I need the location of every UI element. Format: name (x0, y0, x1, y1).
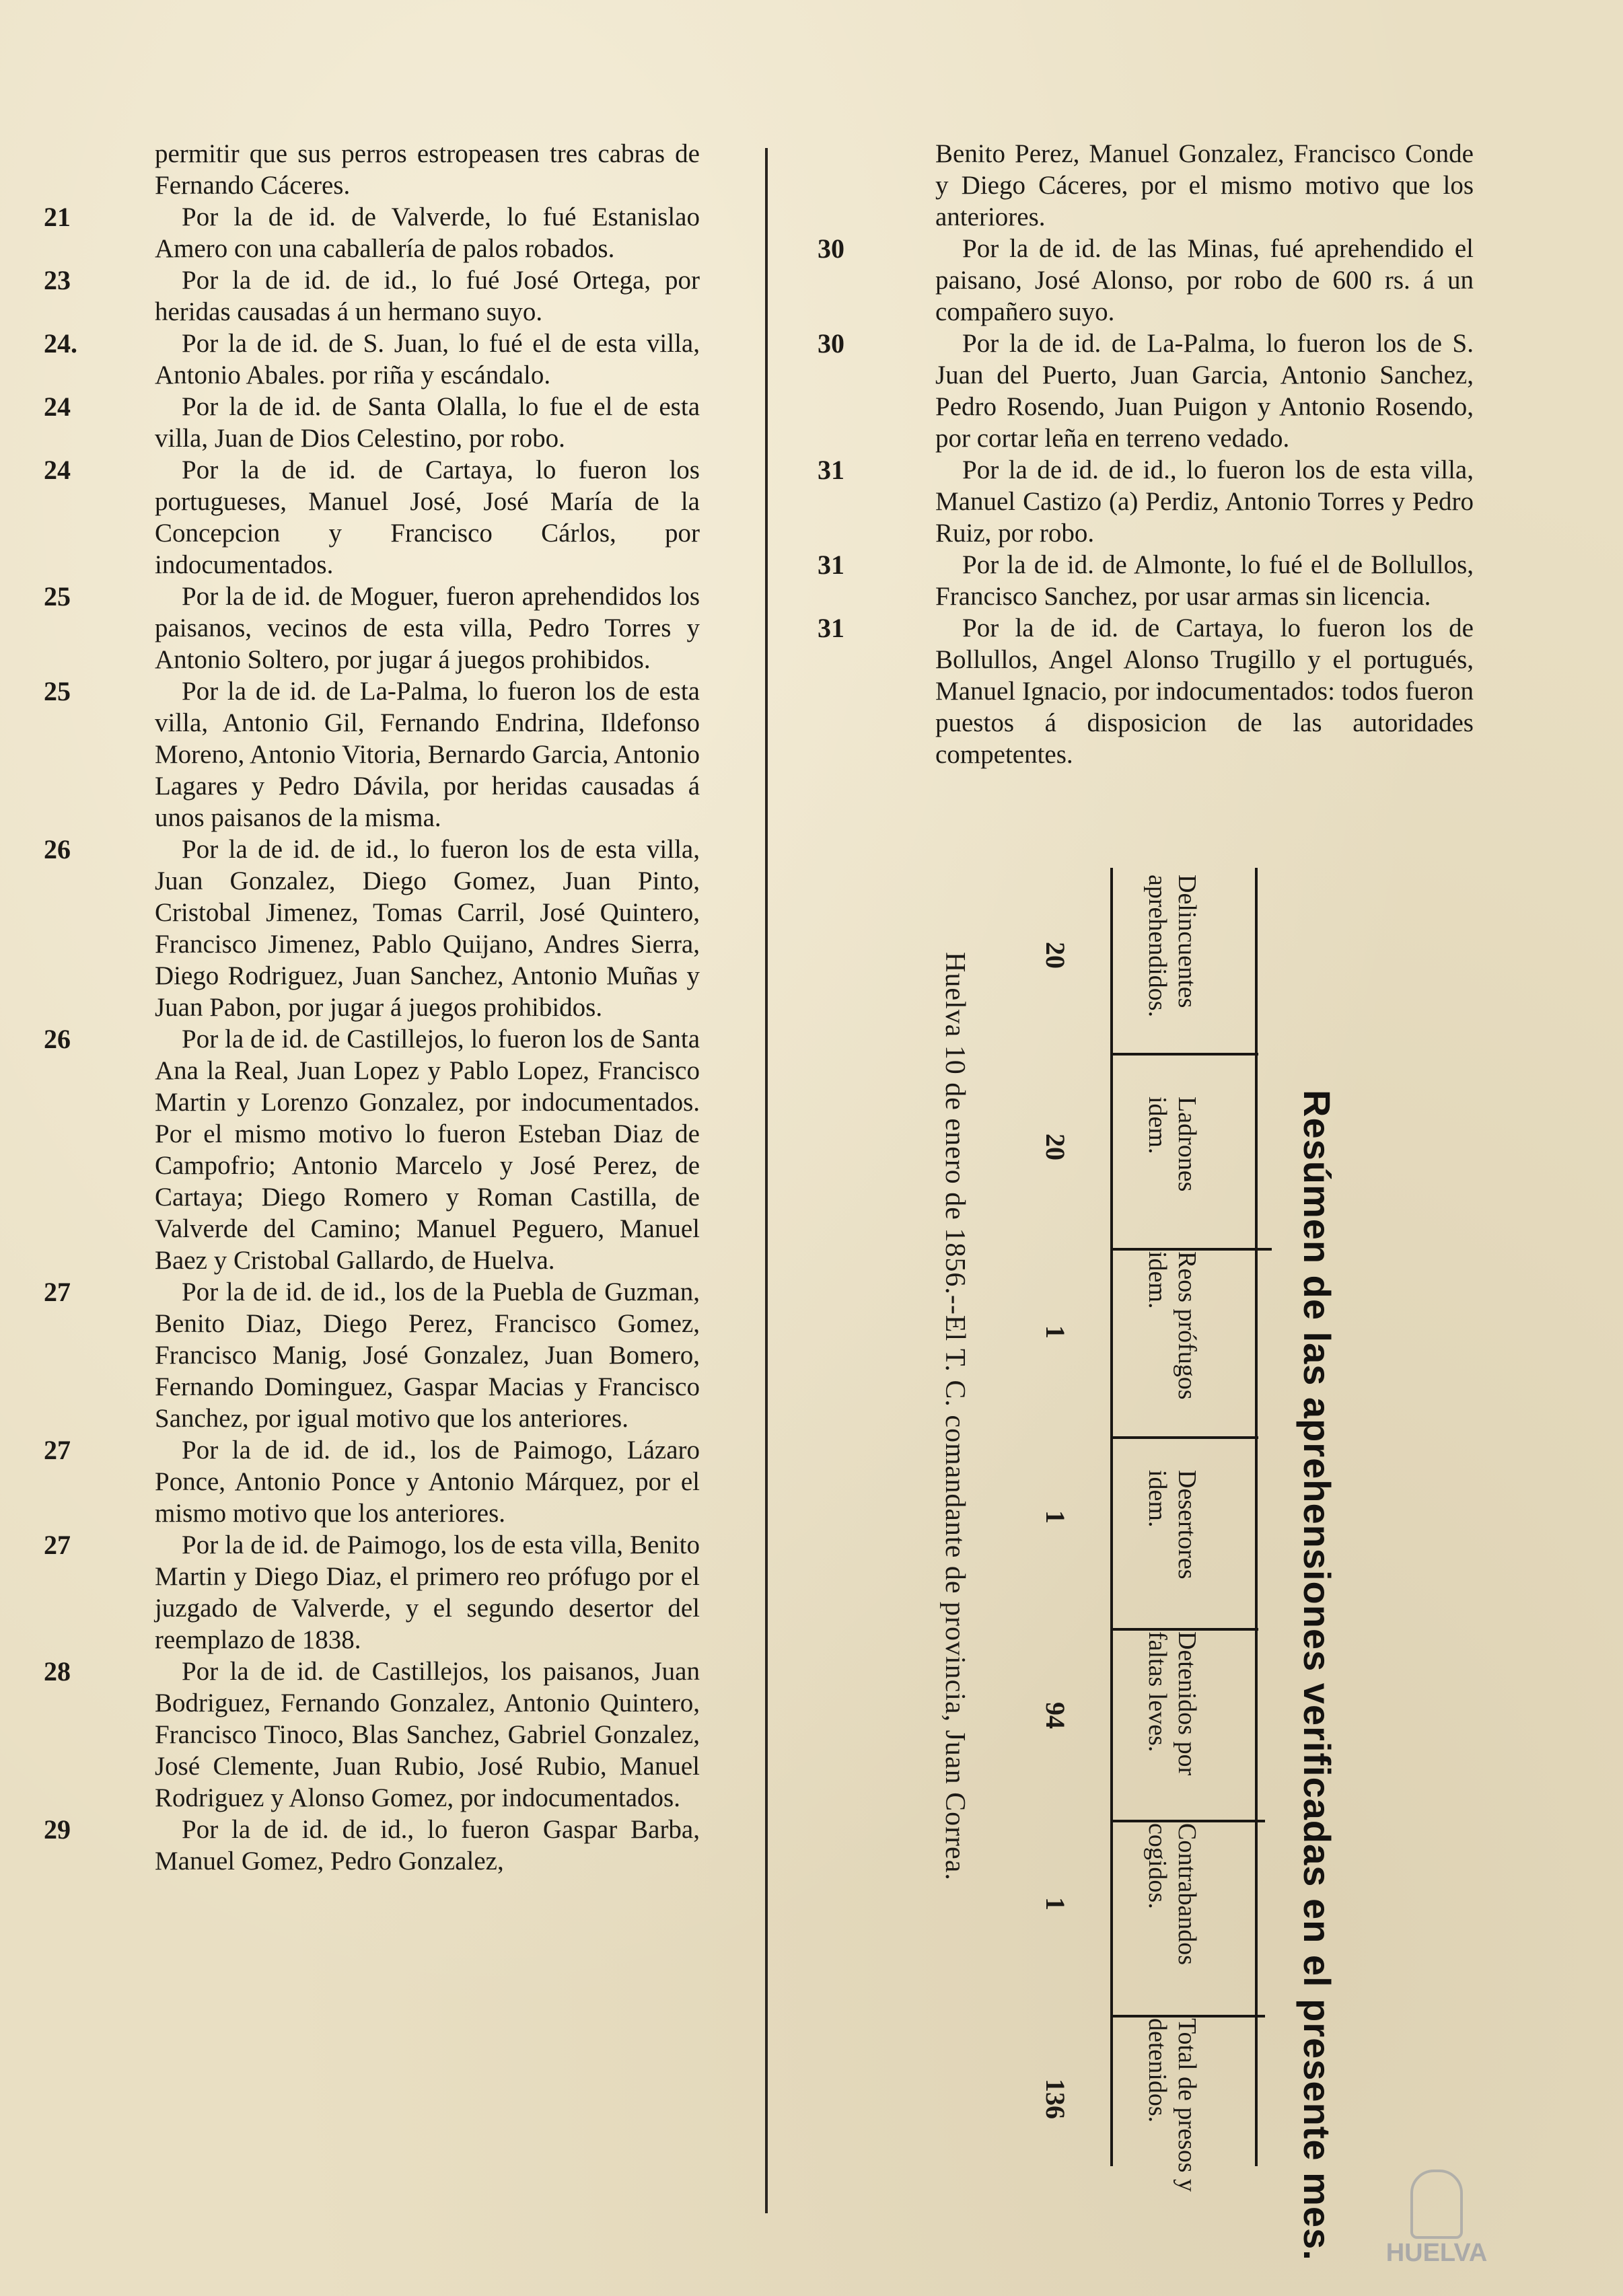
summary-header: Desertores idem. (1143, 1470, 1201, 1580)
entry (44, 1434, 700, 1529)
entry (44, 1023, 700, 1276)
entry-day: 31 (818, 550, 844, 580)
entry (44, 675, 700, 834)
entry (44, 1656, 700, 1814)
summary-value: 20 (1040, 1134, 1071, 1160)
entry (74, 138, 700, 201)
watermark-text: HUELVA (1385, 2239, 1488, 2267)
entry (855, 138, 1474, 233)
entry-day: 27 (44, 1435, 71, 1465)
summary-value: 1 (1040, 1325, 1071, 1339)
table-rule (1110, 1436, 1258, 1439)
entry-day: 30 (818, 233, 844, 264)
entry-text: Por la de id. de Castillejos, los paisanos, Juan Bodriguez, Fernando Gonzalez, Antonio Quintero, Francisco Tinoco, Blas Sanchez, Gabriel Gonzalez, José Clemente, Juan Rubio, José Rubio, Manuel Rodriguez y Alonso Gomez, por indocumentados. (155, 1657, 700, 1812)
summary-value: 1 (1040, 1897, 1071, 1911)
summary-header: Reos prófugos idem. (1143, 1251, 1201, 1400)
entry-day: 23 (44, 265, 71, 295)
entry (44, 391, 700, 454)
entry-day: 28 (44, 1656, 71, 1687)
summary-title: Resúmen de las aprehensiones verificadas en el presente mes. (1296, 1090, 1338, 2261)
entry-day: 26 (44, 1024, 71, 1054)
entry (44, 581, 700, 675)
table-rule (1110, 2015, 1265, 2017)
summary-value: 94 (1040, 1702, 1071, 1729)
entry (44, 201, 700, 264)
table-rule (1110, 1628, 1258, 1631)
entry-text: Por la de id. de id., lo fué José Ortega, por heridas causadas á un hermano suyo. (155, 266, 700, 326)
entry (44, 834, 700, 1023)
summary-value: 1 (1040, 1510, 1071, 1524)
entry-day: 31 (818, 613, 844, 643)
table-rule (1110, 1053, 1258, 1056)
entry-text: Por la de id. de id., lo fueron Gaspar Barba, Manuel Gomez, Pedro Gonzalez, (155, 1815, 700, 1876)
summary-header: Delincuentes aprehendidos. (1143, 875, 1201, 1018)
summary-header: Total de presos y detenidos. (1143, 2018, 1201, 2192)
entry-text: Por la de id. de id., los de la Puebla de Guzman, Benito Diaz, Diego Perez, Francisco Gomez, Francisco Manig, José Gonzalez, Juan Bomero, Fernando Dominguez, Gaspar Macias y Francisco Sanchez, por igual motivo que los anteriores. (155, 1277, 700, 1433)
entry (44, 1529, 700, 1656)
entry-day: 25 (44, 581, 71, 612)
entry-day: 24 (44, 455, 71, 485)
entry-text: Por la de id. de las Minas, fué aprehendido el paisano, José Alonso, por robo de 600 rs. á un compañero suyo. (935, 234, 1474, 326)
entry (44, 1276, 700, 1434)
table-rule (1110, 868, 1113, 2166)
entry (818, 233, 1474, 328)
table-rule (1110, 1820, 1265, 1822)
entry-day: 27 (44, 1277, 71, 1307)
entry-text: Por la de id. de id., lo fueron los de esta villa, Juan Gonzalez, Diego Gomez, Juan Pinto, Cristobal Jimenez, Tomas Carril, José Quintero, Francisco Jimenez, Pablo Quijano, Andres Sierra, Diego Rodriguez, Juan Sanchez, Antonio Muñas y Juan Pabon, por jugar á juegos prohibidos. (155, 835, 700, 1022)
entry-text: Por la de id. de S. Juan, lo fué el de esta villa, Antonio Abales. por riña y escándalo. (155, 329, 700, 390)
entry-day: 31 (818, 455, 844, 485)
entry (818, 549, 1474, 612)
entry (44, 328, 700, 391)
entry-text: Por la de id. de La-Palma, lo fueron los de S. Juan del Puerto, Juan Garcia, Antonio Sanchez, Pedro Rosendo, Juan Puigon y Antonio Rosendo, por cortar leña en terreno vedado. (935, 329, 1474, 453)
entry (44, 264, 700, 328)
table-rule (1255, 868, 1258, 2166)
entry-text: Por la de id. de Almonte, lo fué el de Bollullos, Francisco Sanchez, por usar armas sin licencia. (935, 550, 1474, 611)
entry (44, 454, 700, 581)
entry-text: Por la de id. de Valverde, lo fué Estanislao Amero con una caballería de palos robados. (155, 202, 700, 263)
right-column (818, 138, 1474, 770)
entry (818, 328, 1474, 454)
column-divider (765, 148, 768, 2213)
entry-text: permitir que sus perros estropeasen tres cabras de Fernando Cáceres. (155, 139, 700, 200)
summary-value: 136 (1040, 2079, 1071, 2119)
entry-text: Por la de id. de id., los de Paimogo, Lázaro Ponce, Antonio Ponce y Antonio Márquez, por el mismo motivo que los anteriores. (155, 1436, 700, 1528)
entry (44, 1814, 700, 1877)
entry-text: Por la de id. de Paimogo, los de esta villa, Benito Martin y Diego Diaz, el primero reo prófugo por el juzgado de Valverde, y el segundo desertor del reemplazo de 1838. (155, 1530, 700, 1654)
left-column (44, 138, 700, 1877)
entry-day: 25 (44, 676, 71, 706)
summary-value: 20 (1040, 942, 1071, 969)
signature-line: Huelva 10 de enero de 1856.--El T. C. comandante de provincia, Juan Correa. (939, 952, 970, 1881)
crest-icon (1410, 2170, 1463, 2239)
entry-day: 27 (44, 1530, 71, 1560)
entry-text: Benito Perez, Manuel Gonzalez, Francisco Conde y Diego Cáceres, por el mismo motivo que los anteriores. (935, 139, 1474, 231)
entry (818, 454, 1474, 549)
entry-text: Por la de id. de Santa Olalla, lo fue el de esta villa, Juan de Dios Celestino, por robo. (155, 392, 700, 453)
entry-text: Por la de id. de La-Palma, lo fueron los de esta villa, Antonio Gil, Fernando Endrina, Ildefonso Moreno, Antonio Vitoria, Bernardo Garcia, Antonio Lagares y Pedro Dávila, por heridas causadas á unos paisanos de la misma. (155, 677, 700, 832)
entry-text: Por la de id. de Cartaya, lo fueron los portugueses, Manuel José, José María de la Concepcion y Francisco Cárlos, por indocumentados. (155, 455, 700, 579)
entry-day: 30 (818, 328, 844, 359)
summary-header: Contrabandos cogidos. (1143, 1823, 1201, 1966)
summary-header: Detenidos por faltas leves. (1143, 1631, 1201, 1776)
entry-day: 29 (44, 1814, 71, 1845)
entry-text: Por la de id. de Castillejos, lo fueron los de Santa Ana la Real, Juan Lopez y Pablo Lopez, Francisco Martin y Lorenzo Gonzalez, por indocumentados. Por el mismo motivo lo fueron Esteban Diaz de Campofrio; Antonio Marcelo y José Perez, de Cartaya; Diego Romero y Roman Castilla, de Valverde del Camino; Manuel Peguero, Manuel Baez y Cristobal Gallardo, de Huelva. (155, 1025, 700, 1275)
entry-day: 21 (44, 202, 71, 232)
entry-day: 24 (44, 392, 71, 422)
entry-text: Por la de id. de id., lo fueron los de esta villa, Manuel Castizo (a) Perdiz, Antonio Torres y Pedro Ruiz, por robo. (935, 455, 1474, 548)
entry-text: Por la de id. de Moguer, fueron aprehendidos los paisanos, vecinos de esta villa, Pedro Torres y Antonio Soltero, por jugar á juegos prohibidos. (155, 582, 700, 674)
entry-text: Por la de id. de Cartaya, lo fueron los de Bollullos, Angel Alonso Trugillo y el portugués, Manuel Ignacio, por indocumentados: todos fueron puestos á disposicion de las autoridades competentes. (935, 614, 1474, 769)
table-rule (1110, 1248, 1272, 1251)
entry (818, 612, 1474, 770)
archive-watermark (1383, 2170, 1490, 2270)
entry-day: 24. (44, 328, 77, 359)
summary-header: Ladrones idem. (1143, 1097, 1201, 1192)
entry-day: 26 (44, 834, 71, 864)
